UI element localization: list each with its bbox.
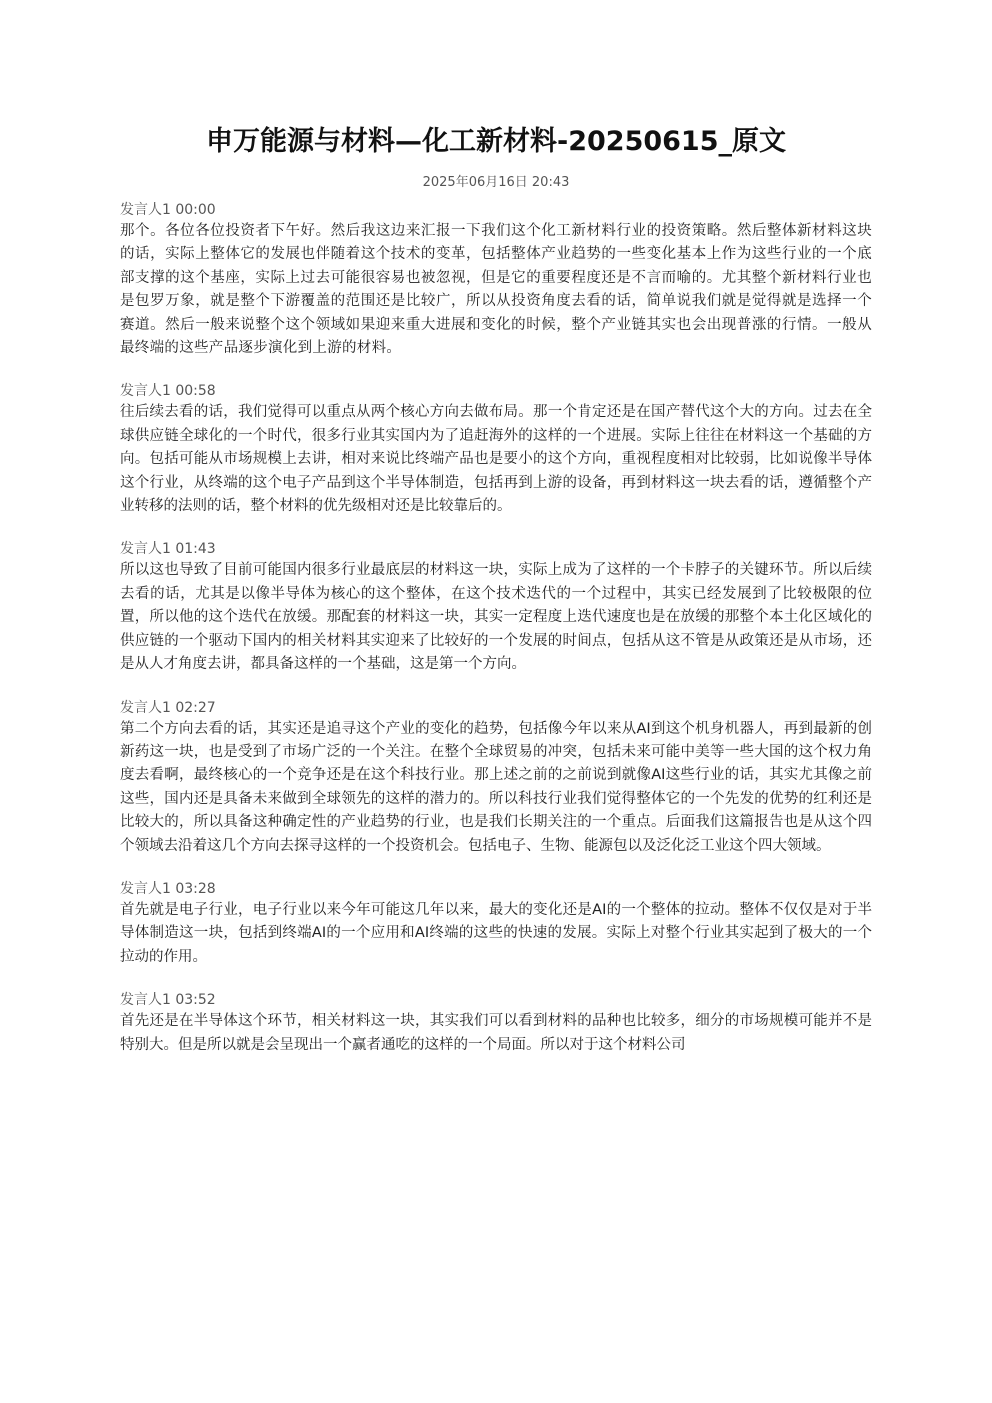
segment-text: 那个。各位各位投资者下午好。然后我这边来汇报一下我们这个化工新材料行业的投资策略。然后整体新材料这块的话，实际上整体它的发展也伴随着这个技术的变革，包括整体产业趋势的一些变化基本上作为这些行业的一个底部支撑的这个基座，实际上过去可能很容易也被忽视，但是它的重要程度还是不言而喻的。尤其整个新材料行业也是包罗万象，就是整个下游覆盖的范围还是比较广，所以从投资角度去看的话，简单说我们就是觉得就是选择一个赛道。然后一般来说整个这个领域如果迎来重大进展和变化的时候，整个产业链其实也会出现普涨的行情。一般从最终端的这些产品逐步演化到上游的材料。 (120, 223, 872, 357)
speaker-timestamp: 发言人1 03:28 (120, 880, 216, 897)
transcript-segment (120, 879, 872, 969)
speaker-timestamp: 发言人1 02:27 (120, 699, 216, 716)
speaker-timestamp: 发言人1 03:52 (120, 992, 216, 1009)
transcript-segment (120, 539, 872, 676)
segment-text: 所以这也导致了目前可能国内很多行业最底层的材料这一块，实际上成为了这样的一个卡脖子的关键环节。所以后续去看的话，尤其是以像半导体为核心的这个整体，在这个技术迭代的一个过程中，其实已经发展到了比较极限的位置，所以他的这个迭代在放缓。那配套的材料这一块，其实一定程度上迭代速度也是在放缓的那整个本土化区域化的供应链的一个驱动下国内的相关材料其实迎来了比较好的一个发展的时间点，包括从这不管是从政策还是从市场，还是从人才角度去讲，都具备这样的一个基础，这是第一个方向。 (120, 562, 872, 673)
document-title: 申万能源与材料—化工新材料-20250615_原文 (206, 126, 786, 157)
speaker-timestamp: 发言人1 00:00 (120, 202, 216, 218)
segment-text: 第二个方向去看的话，其实还是追寻这个产业的变化的趋势，包括像今年以来从AI到这个机身机器人，再到最新的创新药这一块，也是受到了市场广泛的一个关注。在整个全球贸易的冲突，包括未来可能中美等一些大国的这个权力角度去看啊，最终核心的一个竞争还是在这个科技行业。那上述之前的之前说到就像AI这些行业的话，其实尤其像之前这些，国内还是具备未来做到全球领先的这样的潜力的。所以科技行业我们觉得整体它的一个先发的优势的红利还是比较大的，所以具备这种确定性的产业趋势的行业，也是我们长期关注的一个重点。后面我们这篇报告也是从这个四个领域去沿着这几个方向去探寻这样的一个投资机会。包括电子、生物、能源包以及泛化泛工业这个四大领域。 (120, 720, 872, 854)
transcript-segment (120, 990, 872, 1057)
speaker-timestamp: 发言人1 00:58 (120, 383, 216, 400)
transcript-segment (120, 381, 872, 518)
segment-text: 往后续去看的话，我们觉得可以重点从两个核心方向去做布局。那一个肯定还是在国产替代这个大的方向。过去在全球供应链全球化的一个时代，很多行业其实国内为了追赶海外的这样的一个进展。实际上往往在材料这一个基础的方向。包括可能从市场规模上去讲，相对来说比终端产品也是要小的这个方向，重视程度相对比较弱，比如说像半导体这个行业，从终端的这个电子产品到这个半导体制造，包括再到上游的设备，再到材料这一块去看的话，遵循整个产业转移的法则的话，整个材料的优先级相对还是比较靠后的。 (120, 404, 872, 515)
document-datetime: 2025年06月16日 20:43 (422, 175, 570, 190)
transcript-segment (120, 698, 872, 858)
segment-text: 首先就是电子行业，电子行业以来今年可能这几年以来，最大的变化还是AI的一个整体的拉动。整体不仅仅是对于半导体制造这一块，包括到终端AI的一个应用和AI终端的这些的快速的发展。实际上对整个行业其实起到了极大的一个拉动的作用。 (120, 901, 872, 965)
segment-text: 首先还是在半导体这个环节，相关材料这一块，其实我们可以看到材料的品种也比较多，细分的市场规模可能并不是特别大。但是所以就是会呈现出一个赢者通吃的这样的一个局面。所以对于这个材料公司 (120, 1013, 872, 1053)
transcript-body (120, 200, 872, 1078)
speaker-timestamp: 发言人1 01:43 (120, 541, 216, 558)
transcript-segment (120, 200, 872, 360)
